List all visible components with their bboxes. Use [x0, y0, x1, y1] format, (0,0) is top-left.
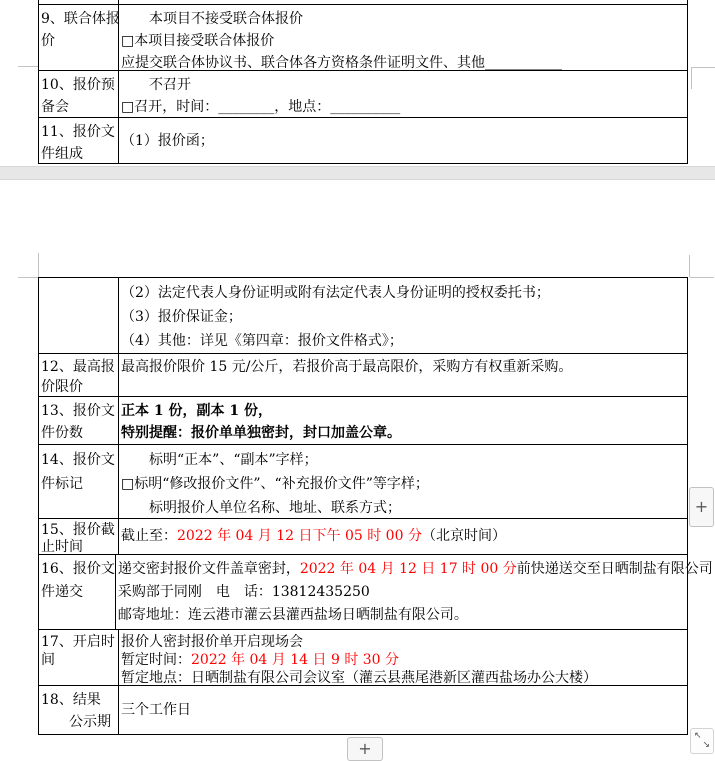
text-segment: 递交密封报价文件盖章密封，: [117, 561, 300, 577]
text-segment: 不召开: [121, 77, 191, 93]
plus-icon: +: [358, 739, 372, 758]
text-segment: （4）其他：详见《第四章：报价文件格式》；: [121, 333, 403, 349]
text-segment: 三个工作日: [121, 702, 191, 718]
text-segment: 采购部于同刚 电 话：13812435250: [117, 584, 370, 600]
red-text-segment: 2022 年 04 月 12 日下午 05 时 00 分: [177, 528, 422, 544]
text-segment: 暂定地点：日晒制盐有限公司会议室（灌云县燕尾港新区灌西盐场办公大楼）: [121, 670, 597, 686]
red-text-segment: 2022 年 04 月 14 日 9 时 30 分: [191, 652, 400, 668]
text-boundary-mark: [691, 67, 715, 68]
text-line: 16、报价文: [41, 561, 115, 577]
row-content-cell[interactable]: [119, 71, 687, 117]
resize-arrow-nw-icon: ↖: [694, 731, 702, 741]
text-segment: 截止至：: [121, 528, 177, 544]
row-content-cell[interactable]: [119, 397, 687, 444]
text-line: [121, 329, 687, 353]
text-boundary-mark: [18, 66, 38, 67]
row-content-cell[interactable]: [119, 445, 687, 518]
row-label-cell[interactable]: [39, 354, 119, 396]
row-content-cell[interactable]: [116, 555, 713, 629]
row-16-bid-submission: [39, 554, 713, 629]
row-content-cell[interactable]: [119, 118, 687, 163]
insert-row-button[interactable]: [347, 737, 383, 761]
row-14-bid-document-marking: [39, 444, 687, 518]
text-segment: 暂定时间：: [121, 652, 191, 668]
text-line: 17、开启时: [41, 634, 115, 650]
row-label-cell[interactable]: [39, 519, 119, 554]
text-line: 9、联合体报: [41, 11, 120, 27]
text-boundary-mark: [689, 255, 690, 277]
text-line: [121, 74, 687, 96]
row-label-cell[interactable]: [39, 445, 119, 518]
row-content-cell[interactable]: [119, 5, 687, 70]
red-text-segment: 2022 年 04 月 12 日 17 时 00 分: [299, 561, 517, 577]
text-segment: □本项目接受联合体报价: [121, 33, 275, 49]
text-line: 18、结果: [41, 692, 101, 708]
row-label-cell[interactable]: [39, 630, 119, 685]
row-content-cell[interactable]: [119, 630, 687, 685]
text-line: [121, 496, 687, 520]
text-line: [118, 604, 713, 627]
text-segment: 报价人密封报价单开启现场会: [121, 634, 303, 650]
row-17-opening-time: [39, 629, 687, 685]
text-segment: 应提交联合体协议书、联合体各方资格条件证明文件、其他___________: [121, 55, 562, 71]
text-line: 价限价: [41, 379, 83, 395]
row-content-cell[interactable]: [119, 519, 687, 554]
text-segment: 本项目不接受联合体报价: [121, 11, 303, 27]
text-line: [118, 558, 713, 581]
text-segment: 正本 1 份，副本 1 份，: [121, 403, 272, 419]
text-line: 件递交: [41, 584, 83, 600]
text-line: 13、报价文: [41, 403, 115, 419]
text-boundary-mark: [690, 277, 714, 278]
text-line: 12、最高报: [41, 359, 115, 375]
row-12-max-price-limit: [39, 353, 687, 396]
bid-info-table-page2: [38, 277, 713, 735]
bid-info-table-page1: [38, 0, 688, 164]
page-break-gap: [0, 166, 715, 180]
text-line: [121, 528, 687, 545]
text-line: [118, 581, 713, 604]
row-label-cell[interactable]: [39, 118, 119, 163]
text-line: [121, 130, 687, 152]
row-label-cell[interactable]: [39, 397, 119, 444]
row-content-cell[interactable]: [119, 686, 687, 734]
plus-icon: +: [694, 497, 709, 516]
text-line: [121, 448, 687, 472]
text-line: [121, 96, 687, 118]
text-segment: 最高报价限价 15 元/公斤，若报价高于最高限价，采购方有权重新采购。: [121, 359, 573, 375]
resize-arrow-se-icon: ↘: [702, 740, 710, 750]
text-segment: □召开，时间：________，地点：__________: [121, 99, 401, 115]
text-line: [121, 422, 687, 444]
text-segment: 特别提醒：报价单单独密封，封口加盖公章。: [121, 425, 401, 441]
text-line: [121, 472, 687, 496]
text-segment: （1）报价函；: [121, 132, 214, 149]
row-15-bid-deadline: [39, 518, 687, 554]
text-line: 间: [41, 652, 55, 668]
text-line: [121, 357, 687, 377]
row-content-cell[interactable]: [119, 278, 687, 353]
text-segment: 标明报价人单位名称、地址、联系方式；: [121, 500, 401, 516]
text-line: 件标记: [41, 476, 83, 492]
insert-column-button[interactable]: [689, 487, 714, 527]
row-label-cell[interactable]: [39, 686, 119, 734]
text-line: [121, 8, 687, 30]
text-line: [121, 699, 687, 721]
row-label-cell[interactable]: [39, 71, 119, 117]
text-line: 件组成: [41, 146, 83, 162]
row-11-bid-document-composition: [39, 117, 687, 163]
table-resize-handle[interactable]: [690, 728, 714, 754]
text-segment: （3）报价保证金；: [121, 309, 242, 325]
row-label-cell[interactable]: [39, 278, 119, 353]
text-line: 备会: [41, 99, 69, 115]
row-10-bid-prep-meeting: [39, 70, 687, 117]
text-segment: （2）法定代表人身份证明或附有法定代表人身份证明的授权委托书；: [121, 285, 550, 301]
row-label-cell[interactable]: [39, 555, 116, 629]
text-segment: （北京时间）: [421, 528, 506, 544]
text-line: [121, 281, 687, 305]
text-line: 15、报价截: [41, 522, 115, 538]
text-line: [121, 305, 687, 329]
text-line: 10、报价预: [41, 77, 115, 93]
text-segment: □标明“修改报价文件”、“补充报价文件”等字样；: [121, 476, 429, 492]
text-line: [121, 400, 687, 422]
text-boundary-mark: [691, 67, 692, 89]
text-segment: 标明“正本”、“副本”字样；: [121, 452, 318, 468]
text-segment: 前快递送交至日晒制盐有限公司: [516, 561, 713, 577]
row-label-cell[interactable]: [39, 5, 119, 70]
text-line: [121, 30, 687, 52]
text-line: 件份数: [41, 425, 83, 441]
row-11-continued: [39, 278, 687, 353]
text-segment: 邮寄地址：连云港市灌云县灌西盐场日晒制盐有限公司。: [117, 607, 468, 623]
text-line: [121, 633, 687, 651]
text-line: [121, 651, 687, 669]
row-label-cell: [39, 0, 119, 4]
text-line: 11、报价文: [41, 124, 115, 140]
text-boundary-mark: [38, 253, 39, 277]
text-line: 价: [41, 33, 55, 49]
text-line: [121, 669, 687, 687]
row-18-result-publicity-period: [39, 685, 687, 734]
row-9-joint-venture-bid: [39, 4, 687, 70]
text-boundary-mark: [18, 277, 38, 278]
row-13-bid-document-copies: [39, 396, 687, 444]
text-line: 14、报价文: [41, 452, 115, 468]
text-line: 止时间: [41, 539, 83, 555]
text-line: 公示期: [41, 714, 111, 730]
row-content-cell[interactable]: [119, 354, 687, 396]
